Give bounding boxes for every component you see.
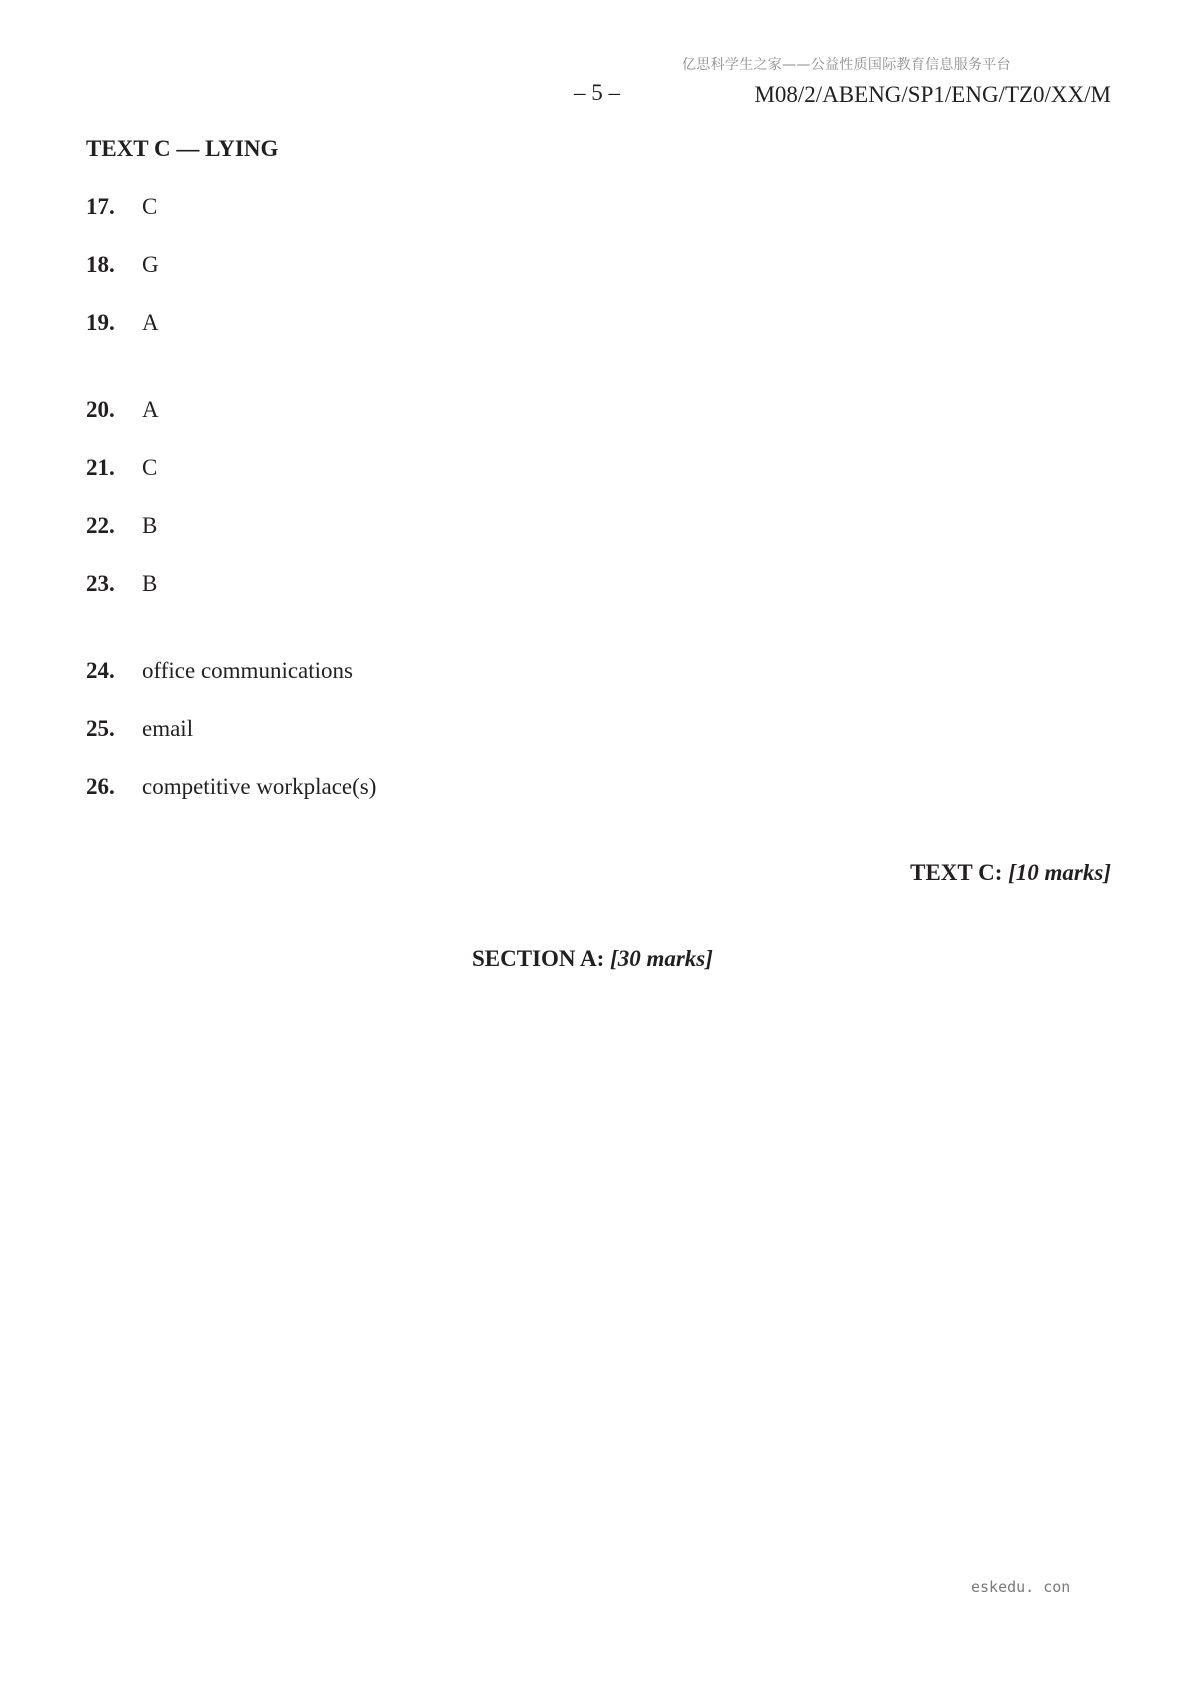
watermark-footer-text: eskedu. con: [971, 1578, 1071, 1596]
question-number: 21.: [86, 455, 115, 480]
question-number: 19.: [86, 310, 115, 335]
answer-row: [86, 658, 353, 688]
section-marks-total: [472, 946, 713, 972]
answer-row: [86, 571, 157, 601]
answer-value: B: [142, 513, 158, 538]
answer-value: G: [142, 252, 159, 277]
text-marks-total: [910, 860, 1111, 886]
answer-value: C: [142, 455, 158, 480]
answer-value: competitive workplace(s): [142, 774, 377, 799]
section-marks-value: [30 marks]: [610, 946, 713, 971]
answer-row: [86, 716, 193, 746]
answer-row: [86, 194, 157, 224]
answer-value: C: [142, 194, 158, 219]
watermark-header-text: 亿思科学生之家——公益性质国际教育信息服务平台: [682, 57, 1011, 73]
answer-row: [86, 513, 157, 543]
answer-row: [86, 455, 157, 485]
answer-row: [86, 310, 159, 340]
question-number: 17.: [86, 194, 115, 219]
answer-value: B: [142, 571, 158, 596]
answer-value: office communications: [142, 658, 353, 683]
question-number: 22.: [86, 513, 115, 538]
section-marks-label: SECTION A:: [472, 946, 605, 971]
question-number: 25.: [86, 716, 115, 741]
answer-row: [86, 397, 159, 427]
document-code: M08/2/ABENG/SP1/ENG/TZ0/XX/M: [754, 82, 1111, 107]
section-heading: TEXT C — LYING: [86, 136, 279, 161]
question-number: 26.: [86, 774, 115, 799]
question-number: 24.: [86, 658, 115, 683]
answer-value: email: [142, 716, 194, 741]
page-number: – 5 –: [574, 80, 620, 105]
question-number: 23.: [86, 571, 115, 596]
question-number: 20.: [86, 397, 115, 422]
answer-value: A: [142, 397, 159, 422]
text-marks-label: TEXT C:: [910, 860, 1003, 885]
answer-row: [86, 774, 376, 804]
answer-value: A: [142, 310, 159, 335]
answer-row: [86, 252, 159, 282]
question-number: 18.: [86, 252, 115, 277]
text-marks-value: [10 marks]: [1008, 860, 1111, 885]
